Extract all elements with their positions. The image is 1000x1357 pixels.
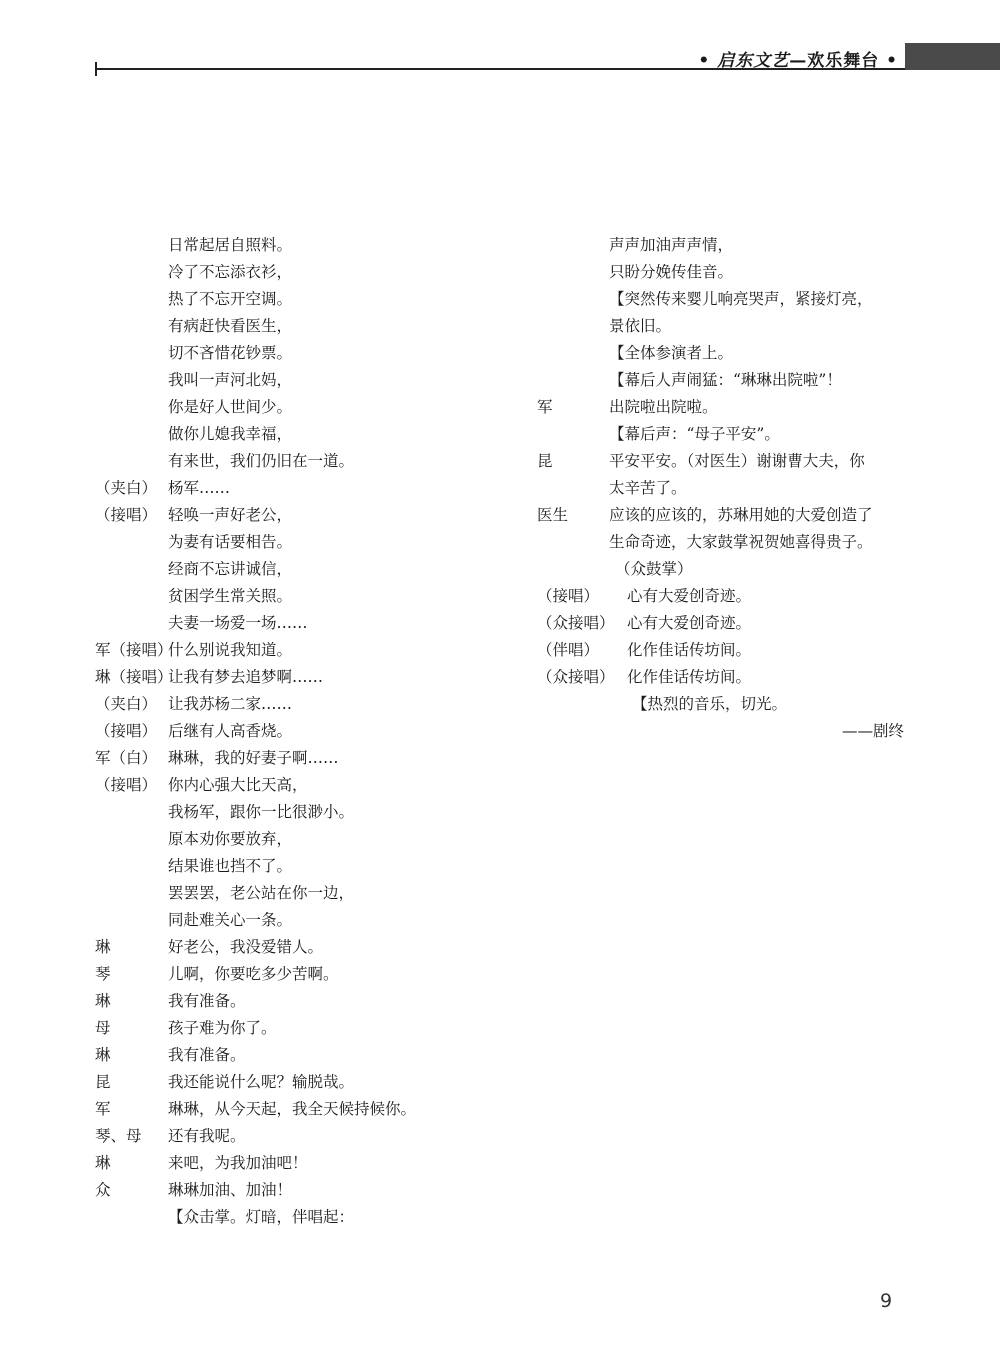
line-text: 【幕后人声闹猛：“琳琳出院啦”！ [609,371,842,389]
script-line [537,313,917,340]
script-line [95,583,495,610]
script-line [537,475,917,502]
line-text: 切不吝惜花钞票。 [168,344,293,362]
speaker-label: 琳 [95,1154,111,1172]
line-text: 原本劝你要放弃， [168,830,293,848]
line-text: 我有准备。 [168,1046,246,1064]
line-text: 琳琳，从今天起，我全天候持候你。 [168,1100,417,1118]
speaker-label: 军（接唱） [95,641,173,659]
script-line [95,232,495,259]
script-line [537,259,917,286]
script-line [537,232,917,259]
line-text: 好老公，我没爱错人。 [168,938,324,956]
script-line [95,1096,495,1123]
script-line [537,529,917,556]
script-line [95,1123,495,1150]
script-line [95,853,495,880]
line-text: 热了不忘开空调。 [168,290,293,308]
line-text: 夫妻一场爱一场…… [168,614,308,632]
line-text: 让我苏杨二家…… [168,695,293,713]
line-text: 你是好人世间少。 [168,398,293,416]
line-text: 琳琳，我的好妻子啊…… [168,749,339,767]
left-column [95,232,495,1231]
line-text: 我叫一声河北妈， [168,371,293,389]
header-bullet-right: • [886,51,898,71]
line-text: 琳琳加油、加油！ [168,1181,293,1199]
script-line [95,313,495,340]
line-text: 心有大爱创奇迹。 [627,614,752,632]
script-line [95,1042,495,1069]
line-text: 日常起居自照料。 [168,236,293,254]
speaker-label: 琴 [95,965,111,983]
running-header [698,46,898,71]
line-text: 生命奇迹，大家鼓掌祝贺她喜得贵子。 [609,533,873,551]
speaker-label: 军（白） [95,749,158,767]
script-line [537,394,917,421]
line-text: 你内心强大比天高， [168,776,308,794]
line-text: 我有准备。 [168,992,246,1010]
script-line [95,880,495,907]
script-line [95,475,495,502]
line-text: 化作佳话传坊间。 [627,641,752,659]
script-line [95,286,495,313]
speaker-label: 众 [95,1181,111,1199]
line-text: 【全体参演者上。 [609,344,734,362]
line-text: 太辛苦了。 [609,479,687,497]
script-line [95,664,495,691]
line-text: 贫困学生常关照。 [168,587,293,605]
script-line [95,556,495,583]
line-text: 【热烈的音乐，切光。 [632,695,788,713]
speaker-label: 军 [537,398,553,416]
script-line [95,340,495,367]
header-gray-block [905,43,1000,70]
script-line [95,259,495,286]
script-line [95,691,495,718]
script-line [95,1177,495,1204]
speaker-label: （接唱） [95,506,158,524]
line-text: 心有大爱创奇迹。 [627,587,752,605]
line-text: 经商不忘讲诚信， [168,560,293,578]
speaker-label: （伴唱） [537,641,600,659]
page-number: 9 [880,1290,893,1312]
speaker-label: 军 [95,1100,111,1118]
script-line [95,448,495,475]
speaker-label: 琳 [95,992,111,1010]
script-line [537,286,917,313]
speaker-label: 琳 [95,1046,111,1064]
line-text: 【众击掌。灯暗，伴唱起： [168,1208,355,1226]
line-text: 来吧，为我加油吧！ [168,1154,308,1172]
line-text: 有病赶快看医生， [168,317,293,335]
script-line [95,988,495,1015]
script-line [537,421,917,448]
speaker-label: （接唱） [95,722,158,740]
line-text: （众鼓掌） [615,560,693,578]
script-line [95,529,495,556]
line-text: 儿啊，你要吃多少苦啊。 [168,965,339,983]
line-text: 声声加油声声情， [609,236,734,254]
line-text: 杨军…… [168,479,231,497]
line-text: 罢罢罢，老公站在你一边， [168,884,355,902]
line-text: 化作佳话传坊间。 [627,668,752,686]
speaker-label: （接唱） [95,776,158,794]
script-line [95,745,495,772]
line-text: 有来世，我们仍旧在一道。 [168,452,355,470]
line-text: 我还能说什么呢？输脱哉。 [168,1073,355,1091]
right-column [537,232,917,745]
line-text: 孩子难为你了。 [168,1019,277,1037]
script-line [537,448,917,475]
script-line [95,637,495,664]
script-line [95,907,495,934]
script-line [95,826,495,853]
script-line [95,610,495,637]
script-line [95,502,495,529]
line-text: 【突然传来婴儿响亮哭声，紧接灯亮， [609,290,873,308]
line-text: 为妻有话要相告。 [168,533,293,551]
script-line [95,1015,495,1042]
line-text: 出院啦出院啦。 [609,398,718,416]
line-text: 【幕后声：“母子平安”。 [609,425,780,443]
script-line [95,718,495,745]
speaker-label: 医生 [537,506,569,524]
script-line [95,394,495,421]
line-text: 我杨军，跟你一比很渺小。 [168,803,355,821]
script-line [537,556,917,583]
line-text: 冷了不忘添衣衫， [168,263,293,281]
line-text: 做你儿媳我幸福， [168,425,293,443]
speaker-label: 琴、母 [95,1127,142,1145]
script-line [95,934,495,961]
speaker-label: 母 [95,1019,111,1037]
line-text: 什么别说我知道。 [168,641,293,659]
script-line [95,799,495,826]
line-text: 景依旧。 [609,317,672,335]
line-text: 平安平安。（对医生）谢谢曹大夫，你 [609,452,865,470]
script-line [537,718,917,745]
header-section: —欢乐舞台 [789,51,880,71]
line-text: 让我有梦去追梦啊…… [168,668,324,686]
script-line [537,610,917,637]
script-line [537,340,917,367]
script-line [537,367,917,394]
script-line [95,1069,495,1096]
speaker-label: 昆 [537,452,553,470]
script-line [95,367,495,394]
script-line [537,637,917,664]
line-text: 还有我呢。 [168,1127,246,1145]
script-line [537,664,917,691]
speaker-label: 琳（接唱） [95,668,173,686]
line-text: ——剧终 [841,722,904,740]
line-text: 只盼分娩传佳音。 [609,263,734,281]
script-line [537,691,917,718]
line-text: 结果谁也挡不了。 [168,857,293,875]
script-line [95,1150,495,1177]
speaker-label: （接唱） [537,587,600,605]
line-text: 同赴难关心一条。 [168,911,293,929]
script-line [95,772,495,799]
speaker-label: 昆 [95,1073,111,1091]
script-line [537,583,917,610]
script-line [95,421,495,448]
script-line [95,1204,495,1231]
header-brand: 启东文艺 [717,51,790,71]
speaker-label: （夹白） [95,695,158,713]
script-line [537,502,917,529]
speaker-label: （众接唱） [537,668,615,686]
line-text: 后继有人高香烧。 [168,722,293,740]
line-text: 应该的应该的，苏琳用她的大爱创造了 [609,506,873,524]
script-line [95,961,495,988]
speaker-label: （夹白） [95,479,158,497]
speaker-label: 琳 [95,938,111,956]
speaker-label: （众接唱） [537,614,615,632]
line-text: 轻唤一声好老公， [168,506,293,524]
header-bullet-left: • [698,51,711,71]
